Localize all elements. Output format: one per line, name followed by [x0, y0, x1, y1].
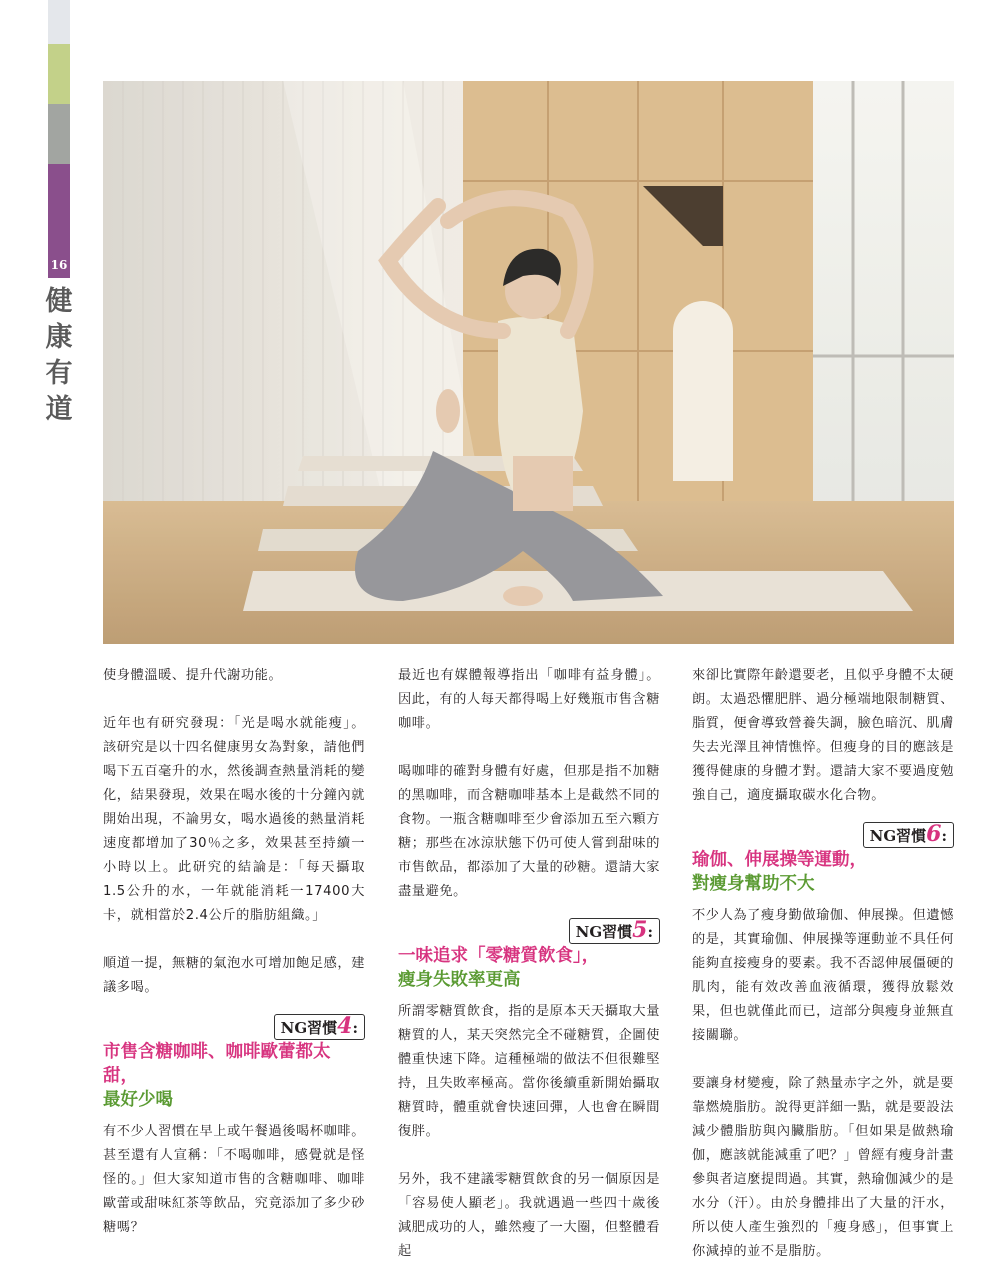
yoga-photo: [103, 81, 954, 644]
ng-habit-label: [398, 918, 660, 944]
section-title: 健 康 有 道: [45, 286, 73, 425]
headline-line1: 市售含糖咖啡、咖啡歐蕾都太甜，: [103, 1042, 331, 1086]
page-number: 16: [48, 252, 70, 278]
color-tab-green: [48, 44, 70, 104]
paragraph: 有不少人習慣在早上或午餐過後喝杯咖啡。甚至還有人宣稱：「不喝咖啡，感覺就是怪怪的。」但大家知道市售的含糖咖啡、咖啡歐蕾或甜味紅茶等飲品，究竟添加了多少砂糖嗎？: [103, 1124, 365, 1235]
paragraph: 最近也有媒體報導指出「咖啡有益身體」。因此，有的人每天都得喝上好幾瓶市售含糖咖啡。: [398, 668, 660, 731]
color-tab-purple: [48, 164, 70, 252]
paragraph: 順道一提，無糖的氣泡水可增加飽足感，建議多喝。: [103, 956, 365, 995]
ng-number: 5: [632, 917, 648, 943]
section-headline: [103, 1040, 365, 1112]
ng-habit-label: [692, 822, 954, 848]
section-headline: [692, 848, 954, 896]
headline-line2: 瘦身失敗率更高: [398, 970, 521, 990]
paragraph: 來卻比實際年齡還要老，且似乎身體不太硬朗。太過恐懼肥胖、過分極端地限制糖質、脂質，便會導致營養失調，臉色暗沉、肌膚失去光澤且神情憔悴。但瘦身的目的應該是獲得健康的身體才對。還請大家不要過度勉強自己，適度攝取碳水化合物。: [692, 668, 954, 803]
paragraph: 喝咖啡的確對身體有好處，但那是指不加糖的黑咖啡，而含糖咖啡基本上是截然不同的食物。一瓶含糖咖啡至少會添加五至六顆方糖；那些在冰涼狀態下仍可使人嘗到甜味的市售飲品，都添加了大量的砂糖。還請大家盡量避免。: [398, 764, 660, 899]
headline-line1: 瑜伽、伸展操等運動，: [692, 850, 867, 870]
headline-line2: 最好少喝: [103, 1090, 173, 1110]
paragraph: 使身體溫暖、提升代謝功能。: [103, 668, 283, 683]
ng-suffix: :: [647, 923, 653, 941]
headline-line2: 對瘦身幫助不大: [692, 874, 815, 894]
paragraph: 近年也有研究發現：「光是喝水就能瘦」。該研究是以十四名健康男女為對象，請他們喝下五百毫升的水，然後調查熱量消耗的變化，結果發現，效果在喝水後的十分鐘內就開始出現，不論男女，喝水過後的熱量消耗速度都增加了30％之多，效果甚至持續一小時以上。此研究的結論是：「每天攝取1.5公升的水，一年就能消耗一17400大卡，就相當於2.4公斤的脂肪組織。」: [103, 716, 365, 923]
paragraph: 要讓身材變瘦，除了熱量赤字之外，就是要靠燃燒脂肪。說得更詳細一點，就是要設法減少體脂肪與內臟脂肪。「但如果是做熱瑜伽，應該就能減重了吧？」曾經有瘦身計畫參與者這麼提問過。其實，熱瑜伽減少的是水分（汗）。由於身體排出了大量的汗水，所以使人產生強烈的「瘦身感」，但事實上你減掉的並不是脂肪。: [692, 1076, 954, 1259]
ng-suffix: :: [352, 1019, 358, 1037]
headline-line1: 一味追求「零糖質飲食」，: [398, 946, 600, 966]
text-column-2: [398, 664, 660, 1264]
ng-number: 4: [337, 1013, 353, 1039]
section-headline: [398, 944, 660, 992]
ng-number: 6: [926, 821, 942, 847]
ng-prefix: NG習慣: [869, 827, 927, 845]
ng-prefix: NG習慣: [575, 923, 633, 941]
text-column-3: [692, 664, 954, 1264]
yoga-illustration: [103, 81, 954, 644]
color-tab-gray: [48, 0, 70, 44]
ng-habit-label: [103, 1014, 365, 1040]
paragraph: 另外，我不建議零糖質飲食的另一個原因是「容易使人顯老」。我就遇過一些四十歲後減肥成功的人，雖然瘦了一大圈，但整體看起: [398, 1172, 660, 1259]
ng-suffix: :: [941, 827, 947, 845]
paragraph: 不少人為了瘦身勤做瑜伽、伸展操。但遺憾的是，其實瑜伽、伸展操等運動並不具任何能夠直接瘦身的要素。我不否認伸展僵硬的肌肉，能有效改善血液循環，獲得放鬆效果，但也就僅此而已，這部分與瘦身並無直接關聯。: [692, 908, 954, 1043]
ng-prefix: NG習慣: [280, 1019, 338, 1037]
paragraph: 所謂零糖質飲食，指的是原本天天攝取大量糖質的人，某天突然完全不碰糖質，企圖使體重快速下降。這種極端的做法不但很難堅持，且失敗率極高。當你後續重新開始攝取糖質時，體重就會快速回彈，人也會在瞬間復胖。: [398, 1004, 660, 1139]
text-column-1: [103, 664, 365, 1240]
color-tab-dark-gray: [48, 104, 70, 164]
